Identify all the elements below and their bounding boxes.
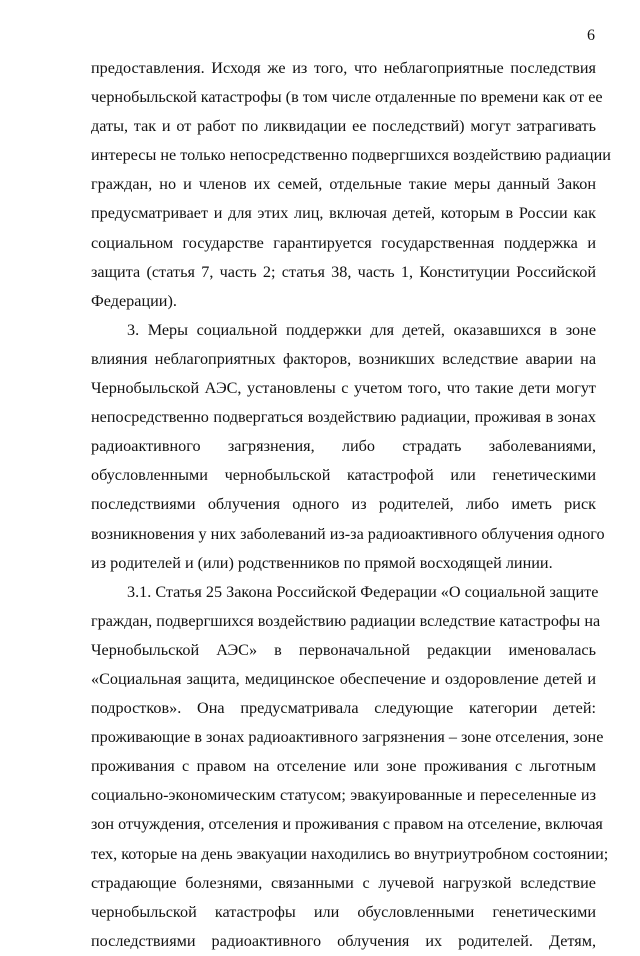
text-line: проживающие в зонах радиоактивного загрязнения – зоне отселения, зоне — [91, 728, 604, 747]
paragraph-1 — [91, 54, 611, 316]
text-line: чернобыльской катастрофы (в том числе отдаленные по времени как от ее — [91, 88, 603, 107]
text-line: тех, которые на день эвакуации находились во внутриутробном состоянии; — [91, 844, 609, 863]
paragraph-3 — [91, 578, 609, 956]
text-line: граждан, подвергшихся воздействию радиации вследствие катастрофы на — [91, 611, 601, 630]
text-line: защита (статья 7, часть 2; статья 38, часть 1, Конституции Российской — [91, 262, 596, 281]
text-line: зон отчуждения, отселения и проживания с правом на отселение, включая — [91, 815, 603, 834]
text-line: даты, так и от работ по ликвидации ее последствий) могут затрагивать — [91, 117, 596, 136]
text-line: предоставления. Исходя же из того, что неблагоприятные последствия — [91, 59, 596, 77]
text-line: социальном государстве гарантируется государственная поддержка и — [91, 233, 596, 252]
text-line: влияния неблагоприятных факторов, возникших вследствие аварии на — [91, 349, 596, 368]
text-line: 3. Меры социальной поддержки для детей, оказавшихся в зоне — [127, 320, 596, 339]
text-line: страдающие болезнями, связанными с лучевой нагрузкой вследствие — [91, 873, 596, 892]
text-line: непосредственно подвергаться воздействию радиации, проживая в зонах — [91, 408, 596, 427]
text-line: подростков». Она предусматривала следующие категории детей: — [91, 699, 596, 718]
text-line: последствиями облучения одного из родителей, либо иметь риск — [91, 495, 596, 514]
paragraph-2 — [91, 316, 605, 578]
text-line: 3.1. Статья 25 Закона Российской Федерации «О социальной защите — [127, 582, 599, 601]
text-line: Чернобыльской АЭС» в первоначальной редакции именовалась — [91, 640, 596, 659]
text-line: Федерации). — [91, 291, 177, 310]
text-line: социально-экономическим статусом; эвакуированные и переселенные из — [91, 786, 596, 805]
text-line: последствиями радиоактивного облучения их родителей. Детям, — [91, 931, 596, 950]
text-line: радиоактивного загрязнения, либо страдать заболеваниями, — [91, 437, 596, 456]
text-line: «Социальная защита, медицинское обеспечение и оздоровление детей и — [91, 669, 596, 688]
text-line: возникновения у них заболеваний из-за радиоактивного облучения одного — [91, 524, 605, 543]
text-line: граждан, но и членов их семей, отдельные такие меры данный Закон — [91, 175, 596, 194]
text-line: Чернобыльской АЭС, установлены с учетом того, что такие дети могут — [91, 379, 596, 398]
text-line: чернобыльской катастрофы или обусловленными генетическими — [91, 902, 596, 921]
text-line: обусловленными чернобыльской катастрофой или генетическими — [91, 466, 596, 485]
text-line: интересы не только непосредственно подвергшихся воздействию радиации — [91, 146, 611, 165]
text-line: проживания с правом на отселение или зоне проживания с льготным — [91, 757, 596, 776]
page-number: 6 — [587, 27, 595, 44]
text-line: из родителей и (или) родственников по прямой восходящей линии. — [91, 553, 553, 572]
text-line: предусматривает и для этих лиц, включая детей, которым в России как — [91, 204, 596, 223]
document-body — [91, 54, 611, 956]
